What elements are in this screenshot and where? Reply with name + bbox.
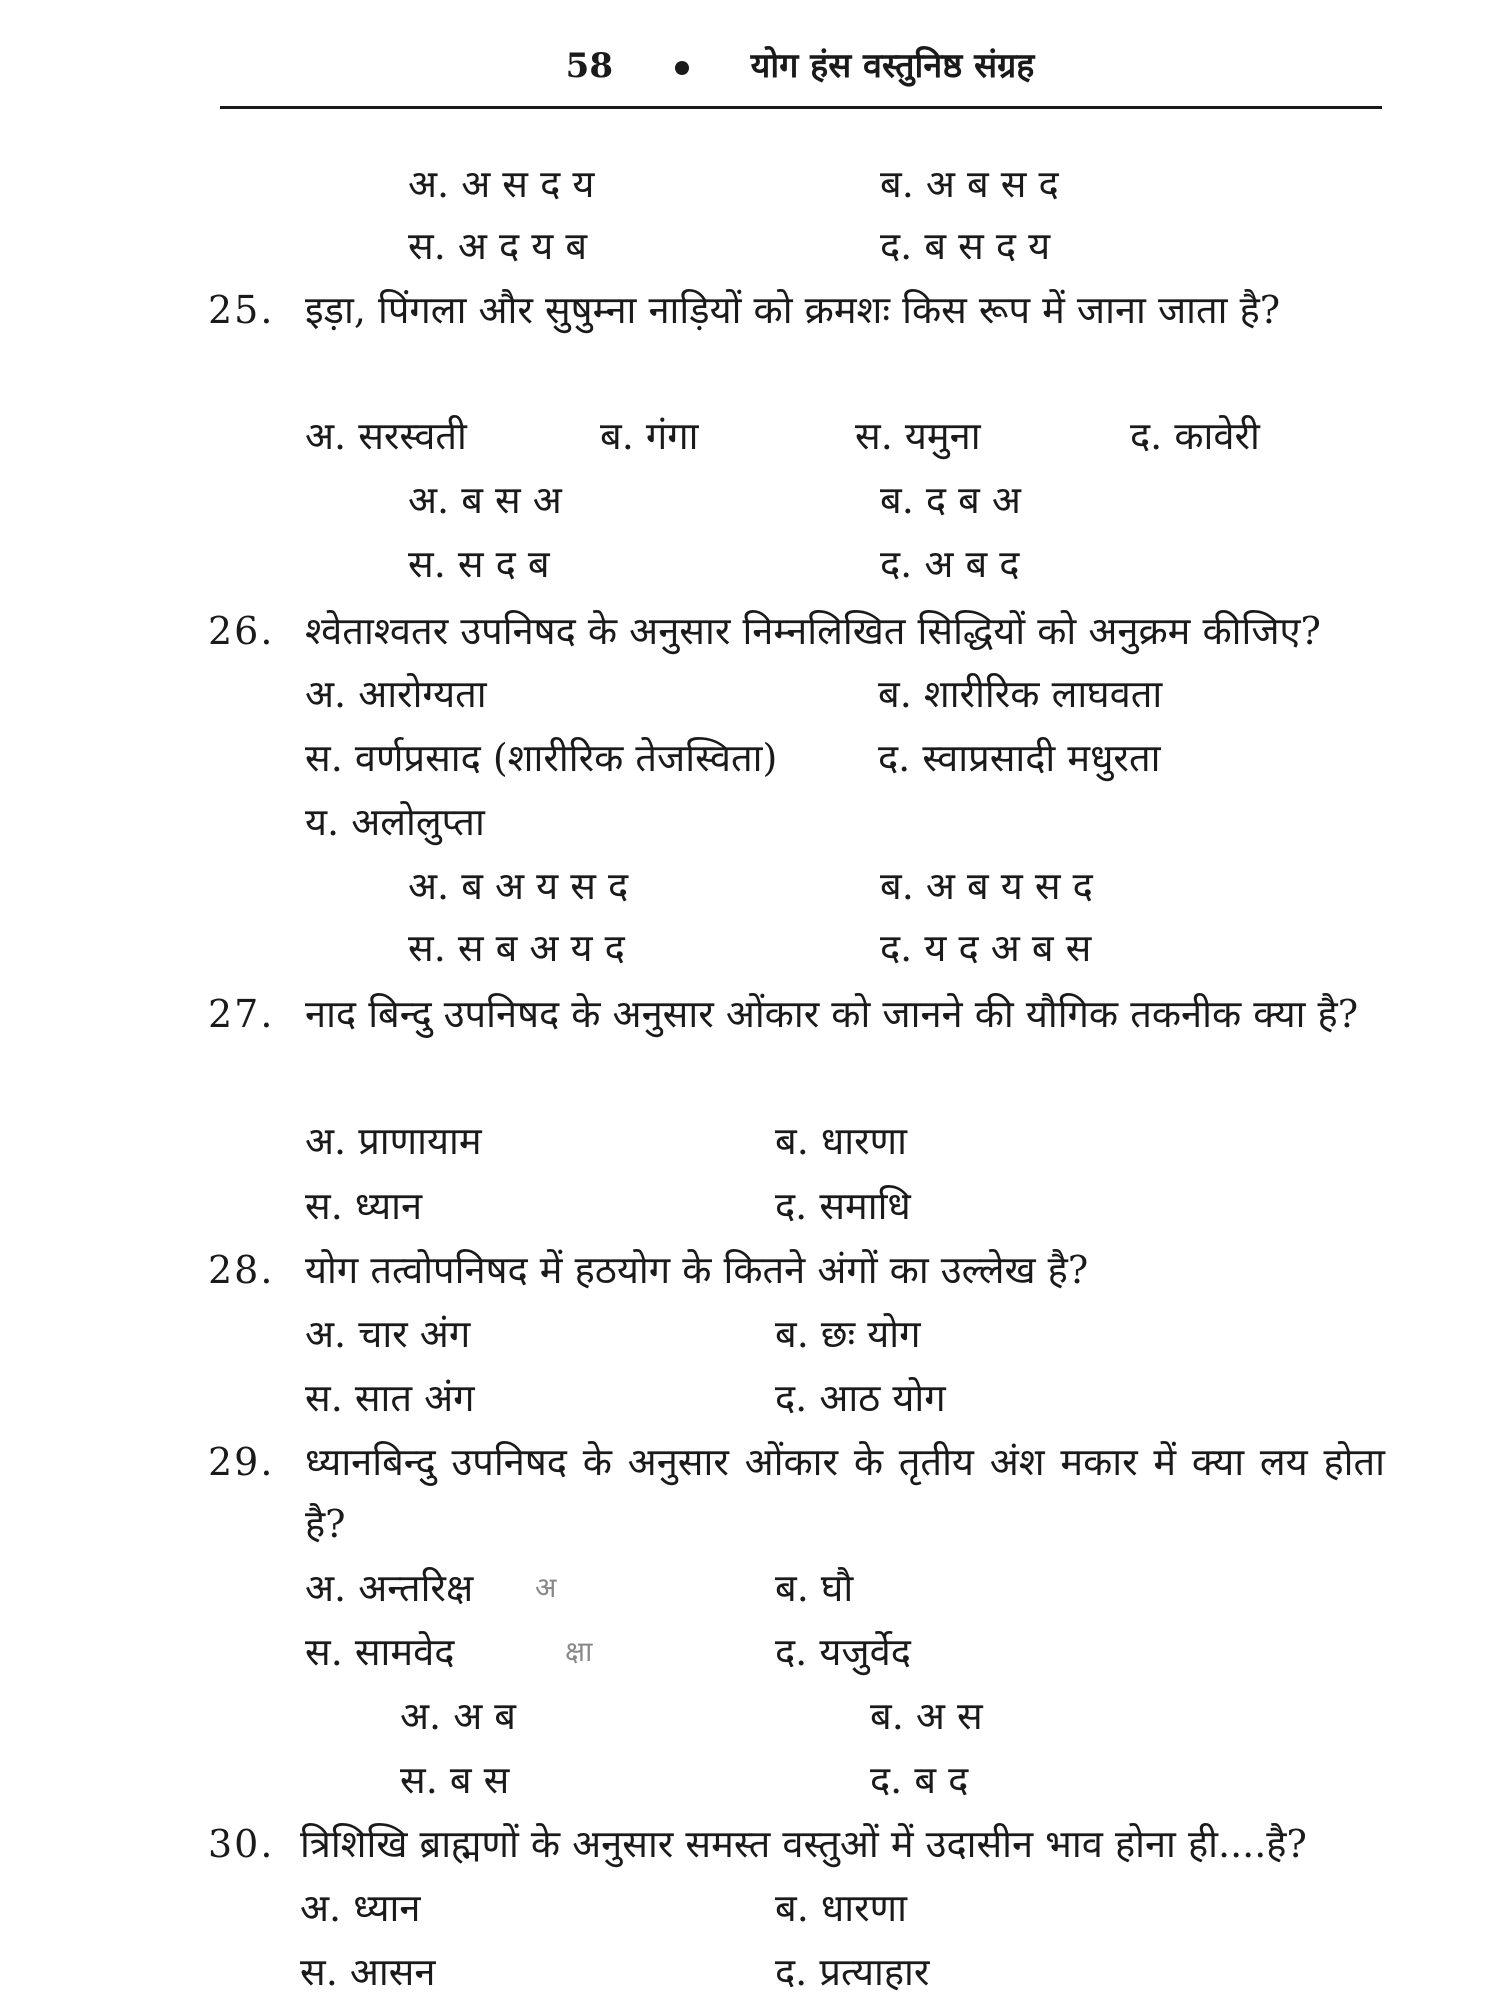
q29-item-a: अ. अन्तरिक्ष — [305, 1566, 474, 1610]
q29-faint-mark-2: क्षा — [565, 1635, 593, 1668]
q28-question: योग तत्वोपनिषद में हठयोग के कितने अंगों का उल्लेख है? — [305, 1248, 1089, 1292]
q30-option-a: अ. ध्यान — [300, 1886, 421, 1930]
q29-option-c: स. ब स — [400, 1758, 510, 1802]
q27-question: नाद बिन्दु उपनिषद के अनुसार ओंकार को जानने की यौगिक तकनीक क्या है? — [305, 992, 1359, 1036]
q26-item-e: य. अलोलुप्ता — [305, 800, 485, 844]
q29-option-b: ब. अ स — [870, 1694, 983, 1738]
q26-option-d: द. य द अ ब स — [880, 926, 1092, 970]
q29-question: ध्यानबिन्दु उपनिषद के अनुसार ओंकार के तृतीय अंश मकार में क्या लय होता है? — [305, 1440, 1385, 1546]
q29-number: 29. — [208, 1440, 275, 1484]
q29-item-b: ब. घौ — [775, 1566, 854, 1610]
q24-option-d: द. ब स द य — [880, 224, 1051, 268]
q26-option-a: अ. ब अ य स द — [408, 864, 629, 908]
q28-option-c: स. सात अंग — [305, 1376, 475, 1420]
q29-item-d: द. यजुर्वेद — [775, 1630, 911, 1674]
book-title: योग हंस वस्तुनिष्ठ संग्रह — [750, 46, 1035, 86]
q25-question: इड़ा, पिंगला और सुषुम्ना नाड़ियों को क्रमशः किस रूप में जाना जाता है? — [305, 288, 1281, 332]
q26-item-d: द. स्वाप्रसादी मधुरता — [878, 736, 1161, 780]
q30-number: 30. — [208, 1822, 275, 1866]
q25-option-b: ब. द ब अ — [880, 478, 1021, 522]
q25-item-b: ब. गंगा — [600, 414, 699, 458]
q26-item-a: अ. आरोग्यता — [305, 672, 487, 716]
q26-item-b: ब. शारीरिक लाघवता — [878, 672, 1163, 716]
q28-option-b: ब. छः योग — [775, 1312, 921, 1356]
q29-option-d: द. ब द — [870, 1758, 969, 1802]
q30-option-d: द. प्रत्याहार — [775, 1950, 930, 1994]
q28-option-d: द. आठ योग — [775, 1376, 946, 1420]
q29-faint-mark: अ — [535, 1571, 557, 1604]
q25-item-d: द. कावेरी — [1130, 414, 1260, 458]
q29-item-c: स. सामवेद — [305, 1630, 455, 1674]
q27-option-d: द. समाधि — [775, 1184, 911, 1228]
q28-number: 28. — [208, 1248, 275, 1292]
q27-option-b: ब. धारणा — [775, 1119, 907, 1163]
q25-option-d: द. अ ब द — [880, 542, 1020, 586]
q27-option-c: स. ध्यान — [305, 1184, 423, 1228]
q26-option-b: ब. अ ब य स द — [880, 864, 1093, 908]
q26-number: 26. — [208, 609, 275, 653]
q26-item-c: स. वर्णप्रसाद (शारीरिक तेजस्विता) — [305, 736, 778, 780]
page-header — [220, 36, 1380, 96]
bullet-icon — [675, 61, 689, 75]
q30-option-b: ब. धारणा — [775, 1886, 907, 1930]
page-number: 58 — [565, 46, 613, 86]
q27-number: 27. — [208, 992, 275, 1036]
q25-item-c: स. यमुना — [855, 414, 981, 458]
q30-option-c: स. आसन — [300, 1950, 436, 1994]
q26-question: श्वेताश्वतर उपनिषद के अनुसार निम्नलिखित सिद्धियों को अनुक्रम कीजिए? — [305, 609, 1321, 653]
q28-option-a: अ. चार अंग — [305, 1312, 471, 1356]
q24-option-b: ब. अ ब स द — [880, 162, 1059, 206]
q24-option-a: अ. अ स द य — [408, 162, 595, 206]
q29-option-a: अ. अ ब — [400, 1694, 516, 1738]
q24-option-c: स. अ द य ब — [408, 224, 588, 268]
q25-option-c: स. स द ब — [408, 542, 550, 586]
q25-item-a: अ. सरस्वती — [305, 414, 467, 458]
q25-number: 25. — [208, 288, 275, 332]
q26-option-c: स. स ब अ य द — [408, 926, 625, 970]
q30-question: त्रिशिखि ब्राह्मणों के अनुसार समस्त वस्तुओं में उदासीन भाव होना ही....है? — [300, 1822, 1307, 1866]
header-divider — [220, 106, 1382, 109]
q27-option-a: अ. प्राणायाम — [305, 1119, 482, 1163]
q25-option-a: अ. ब स अ — [408, 478, 562, 522]
